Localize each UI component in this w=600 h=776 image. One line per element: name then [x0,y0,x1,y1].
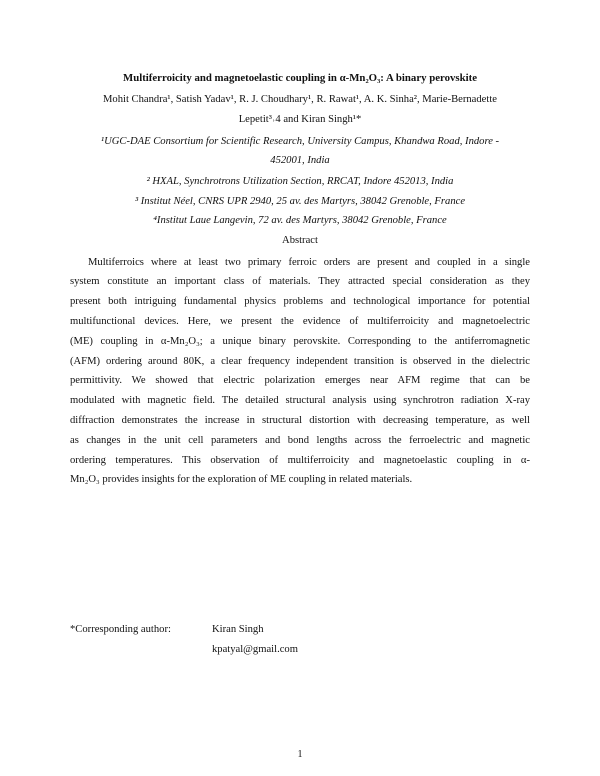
abstract-line: permittivity. We showed that electric polarization emerges near AFM regime that can be [70,375,530,386]
abstract-line: modulated with magnetic field. The detailed structural analysis using synchrotron radiation X-ray [70,395,530,406]
corresponding-author-label: *Corresponding author: [70,624,171,635]
corresponding-author-email[interactable]: kpatyal@gmail.com [212,644,298,655]
abstract-line: present both intriguing fundamental physics problems and technological importance for potential [70,296,530,307]
affiliation-3: ³ Institut Néel, CNRS UPR 2940, 25 av. des Martyrs, 38042 Grenoble, France [134,196,466,207]
abstract-line: (AFM) ordering around 80K, a clear frequency independent transition is observed in the dielectric [70,356,530,367]
corresponding-author-name: Kiran Singh [212,624,264,635]
affiliation-1-line-2: 452001, India [270,155,330,166]
authors-line-2: Lepetit³˒4 and Kiran Singh¹* [238,114,362,125]
abstract-line: diffraction demonstrates the increase in structural distortion with decreasing temperature, as well [70,415,530,426]
affiliation-2: ² HXAL, Synchrotrons Utilization Section, RRCAT, Indore 452013, India [146,176,454,187]
abstract-line: system constitute an important class of materials. They attracted special consideration as they [70,276,530,287]
abstract-heading: Abstract [282,235,318,246]
abstract-line: as changes in the unit cell parameters and bond lengths across the ferroelectric and magnetic [70,435,530,446]
page-number: 1 [297,749,303,760]
abstract-line: ordering temperatures. This observation of multiferroicity and magnetoelastic coupling in α- [70,455,530,466]
affiliation-1-line-1: ¹UGC-DAE Consortium for Scientific Research, University Campus, Khandwa Road, Indore - [100,136,500,147]
affiliation-4: ⁴Institut Laue Langevin, 72 av. des Martyrs, 38042 Grenoble, France [153,215,447,226]
abstract-line: Mn₂O₃ provides insights for the exploration of ME coupling in related materials. [70,474,413,485]
paper-title: Multiferroicity and magnetoelastic coupling in α-Mn₂O₃: A binary perovskite [123,72,477,84]
abstract-line: multifunctional devices. Here, we present the evidence of multiferroicity and magnetoelectric [70,316,530,327]
abstract-line: (ME) coupling in α-Mn₂O₃; a unique binary perovskite. Corresponding to the antiferromagnetic [70,336,530,347]
authors-line-1: Mohit Chandra¹, Satish Yadav¹, R. J. Choudhary¹, R. Rawat¹, A. K. Sinha², Marie-Bernadette [103,94,497,105]
abstract-line: Multiferroics where at least two primary ferroic orders are present and coupled in a single [88,257,530,268]
